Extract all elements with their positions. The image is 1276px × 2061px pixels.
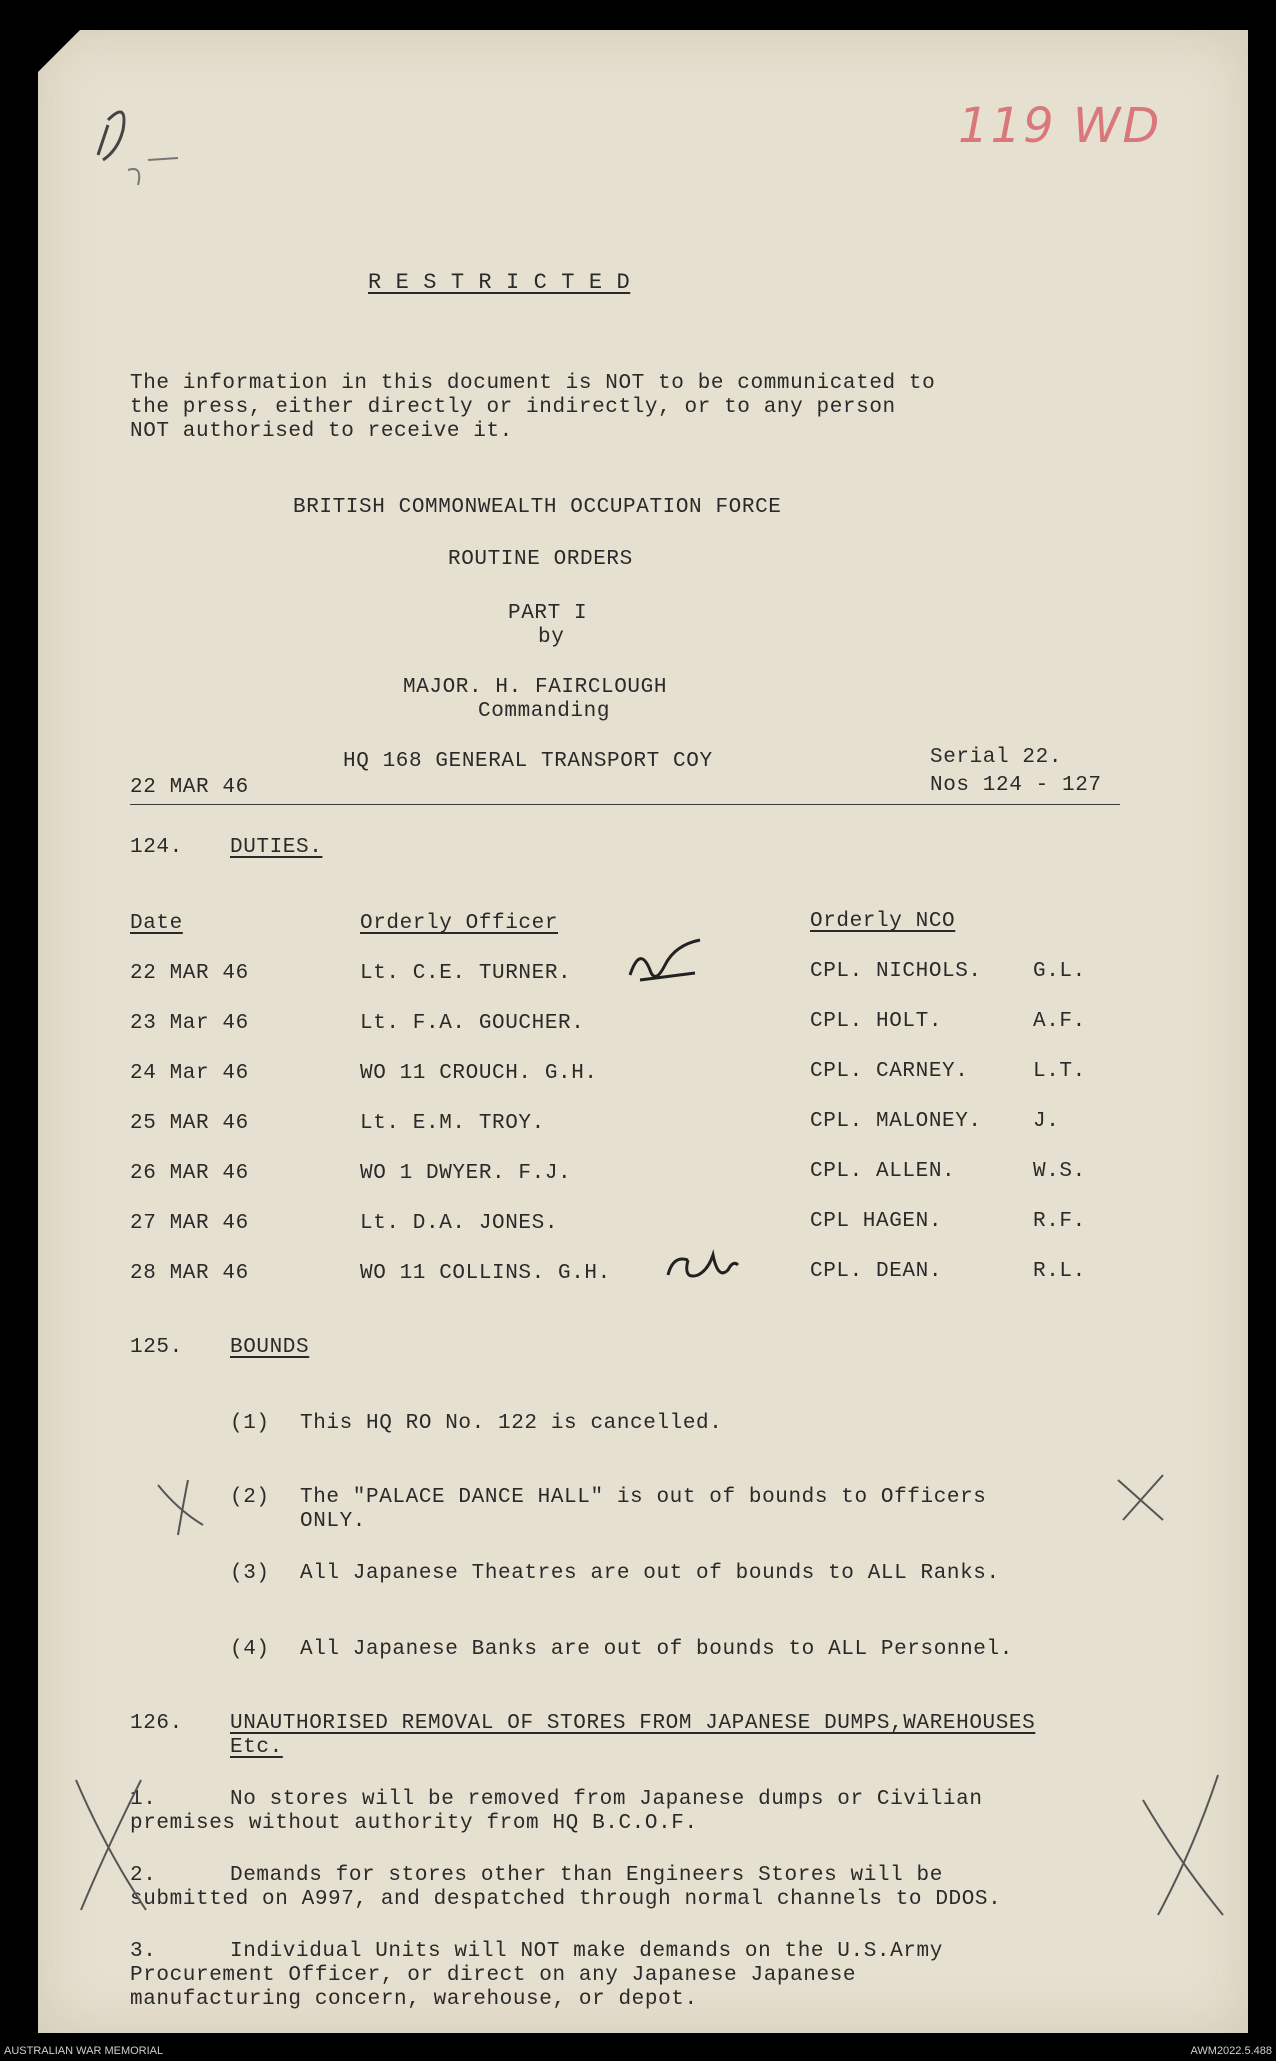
order-date: 22 MAR 46	[130, 776, 249, 799]
notice-line-2: the press, either directly or indirectly, or to any person	[130, 396, 896, 419]
row-officer: WO 1 DWYER. F.J.	[360, 1162, 572, 1185]
row-officer: Lt. F.A. GOUCHER.	[360, 1012, 585, 1035]
row-initials: A.F.	[1033, 1010, 1086, 1033]
row-date: 26 MAR 46	[130, 1162, 249, 1185]
removal-para-num: 2.	[130, 1864, 157, 1887]
unit-title: HQ 168 GENERAL TRANSPORT COY	[343, 750, 713, 773]
row-initials: W.S.	[1033, 1160, 1086, 1183]
signature-turner	[620, 935, 710, 995]
pencil-cross-right	[1113, 1470, 1173, 1530]
bounds-number: 125.	[130, 1336, 183, 1359]
folded-corner	[38, 30, 80, 72]
bounds-item-text: The "PALACE DANCE HALL" is out of bounds to Officers	[300, 1486, 987, 1509]
row-initials: R.L.	[1033, 1260, 1086, 1283]
bounds-item-text: ONLY.	[300, 1510, 367, 1533]
removal-para-text: premises without authority from HQ B.C.O.F.	[130, 1812, 698, 1835]
removal-para-text: Individual Units will NOT make demands on the U.S.Army	[230, 1940, 943, 1963]
col-nco: Orderly NCO	[810, 910, 956, 933]
row-initials: L.T.	[1033, 1060, 1086, 1083]
red-annotation: 119 WD	[958, 98, 1162, 154]
row-initials: G.L.	[1033, 960, 1086, 983]
document-page	[38, 30, 1248, 2033]
pencil-x-right	[1138, 1770, 1228, 1920]
bounds-item-num: (3)	[230, 1562, 270, 1585]
pencil-cross-left	[148, 1470, 208, 1540]
row-nco: CPL. HOLT.	[810, 1010, 943, 1033]
col-officer: Orderly Officer	[360, 912, 559, 935]
orders-title: ROUTINE ORDERS	[448, 548, 633, 571]
removal-para-num: 3.	[130, 1940, 157, 1963]
removal-para-text: Procurement Officer, or direct on any Japanese Japanese	[130, 1964, 857, 1987]
bounds-item-num: (4)	[230, 1638, 270, 1661]
col-date: Date	[130, 912, 183, 935]
bounds-item-text: This HQ RO No. 122 is cancelled.	[300, 1412, 723, 1435]
row-nco: CPL. DEAN.	[810, 1260, 943, 1283]
notice-line-3: NOT authorised to receive it.	[130, 420, 513, 443]
row-officer: Lt. D.A. JONES.	[360, 1212, 559, 1235]
order-numbers: Nos 124 - 127	[930, 774, 1102, 797]
footer-left: AUSTRALIAN WAR MEMORIAL	[4, 2045, 164, 2057]
row-date: 27 MAR 46	[130, 1212, 249, 1235]
row-officer: WO 11 CROUCH. G.H.	[360, 1062, 598, 1085]
signature-collins	[658, 1235, 748, 1295]
duties-heading: DUTIES.	[230, 836, 323, 859]
bounds-heading: BOUNDS	[230, 1336, 310, 1359]
pencil-x-left	[66, 1770, 156, 1920]
by-text: by	[538, 626, 565, 649]
row-nco: CPL. MALONEY.	[810, 1110, 982, 1133]
row-date: 25 MAR 46	[130, 1112, 249, 1135]
row-initials: J.	[1033, 1110, 1060, 1133]
removal-para-text: submitted on A997, and despatched through normal channels to DDOS.	[130, 1888, 1002, 1911]
notice-line-1: The information in this document is NOT to be communicated to	[130, 372, 936, 395]
pencil-tick-mark	[68, 90, 158, 200]
header-rule	[130, 804, 1120, 805]
row-nco: CPL HAGEN.	[810, 1210, 943, 1233]
serial-number: Serial 22.	[930, 746, 1063, 769]
commanding-text: Commanding	[478, 700, 611, 723]
row-date: 23 Mar 46	[130, 1012, 249, 1035]
row-date: 22 MAR 46	[130, 962, 249, 985]
removal-heading-2: Etc.	[230, 1736, 283, 1759]
row-date: 28 MAR 46	[130, 1262, 249, 1285]
row-nco: CPL. CARNEY.	[810, 1060, 969, 1083]
bounds-item-num: (1)	[230, 1412, 270, 1435]
row-officer: Lt. E.M. TROY.	[360, 1112, 545, 1135]
row-officer: WO 11 COLLINS. G.H.	[360, 1262, 611, 1285]
duties-number: 124.	[130, 836, 183, 859]
footer-right: AWM2022.5.488	[1190, 2045, 1272, 2057]
removal-para-num: 1.	[130, 1788, 157, 1811]
bounds-item-num: (2)	[230, 1486, 270, 1509]
bounds-item-text: All Japanese Theatres are out of bounds to ALL Ranks.	[300, 1562, 1000, 1585]
row-date: 24 Mar 46	[130, 1062, 249, 1085]
part-title: PART I	[508, 602, 588, 625]
removal-number: 126.	[130, 1712, 183, 1735]
bounds-item-text: All Japanese Banks are out of bounds to ALL Personnel.	[300, 1638, 1013, 1661]
removal-heading-1: UNAUTHORISED REMOVAL OF STORES FROM JAPANESE DUMPS,WAREHOUSES	[230, 1712, 1036, 1735]
force-title: BRITISH COMMONWEALTH OCCUPATION FORCE	[293, 496, 782, 519]
row-initials: R.F.	[1033, 1210, 1086, 1233]
removal-para-text: No stores will be removed from Japanese dumps or Civilian	[230, 1788, 983, 1811]
restricted-heading: R E S T R I C T E D	[368, 270, 631, 295]
row-officer: Lt. C.E. TURNER.	[360, 962, 572, 985]
removal-para-text: manufacturing concern, warehouse, or depot.	[130, 1988, 698, 2011]
row-nco: CPL. ALLEN.	[810, 1160, 956, 1183]
row-nco: CPL. NICHOLS.	[810, 960, 982, 983]
removal-para-text: Demands for stores other than Engineers Stores will be	[230, 1864, 943, 1887]
commander-name: MAJOR. H. FAIRCLOUGH	[403, 676, 668, 699]
